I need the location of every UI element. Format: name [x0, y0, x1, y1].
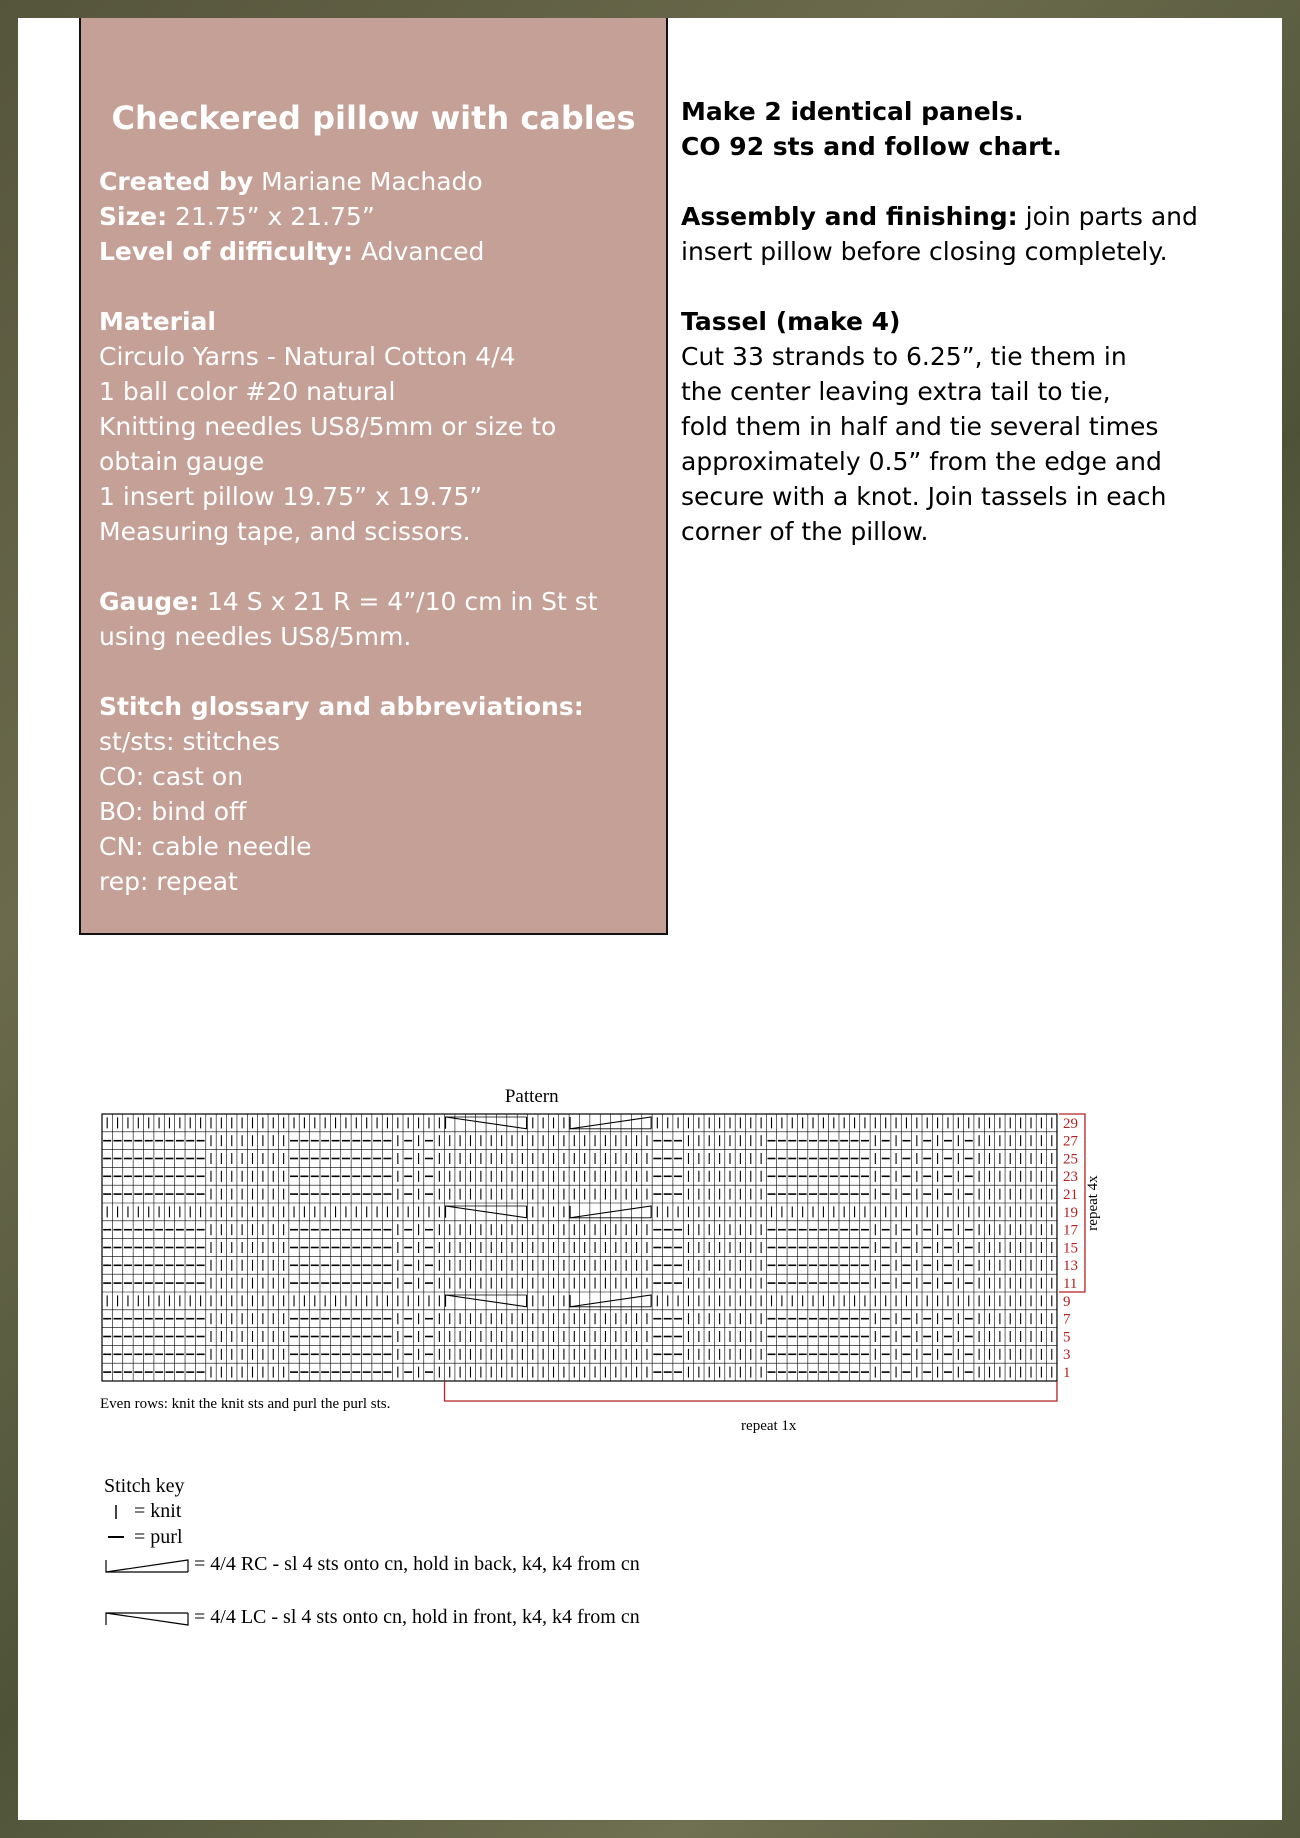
row-number-label: 17 — [1062, 1222, 1078, 1239]
material-line: Circulo Yarns - Natural Cotton 4/4 — [99, 342, 516, 371]
row-number-label: 7 — [1062, 1311, 1071, 1328]
gauge-value: 14 S x 21 R = 4”/10 cm in St st — [207, 587, 598, 616]
glossary-line: CN: cable needle — [99, 832, 312, 861]
row-number-label: 25 — [1062, 1151, 1078, 1168]
material-line: Measuring tape, and scissors. — [99, 517, 471, 546]
glossary-line: BO: bind off — [99, 797, 247, 826]
instruction-line: Make 2 identical panels. — [681, 97, 1024, 126]
left-cross-cable-icon — [104, 1605, 190, 1631]
assembly-label: Assembly and finishing: — [681, 202, 1018, 231]
glossary-line: st/sts: stitches — [99, 727, 281, 756]
knit-symbol-icon — [108, 1500, 124, 1522]
repeat-4x-label: repeat 4x — [1084, 1175, 1101, 1231]
repeat-1x-bracket — [445, 1381, 1057, 1401]
glossary-line: rep: repeat — [99, 867, 238, 896]
row-number-label: 21 — [1062, 1187, 1078, 1203]
created-by-line — [99, 164, 648, 199]
tassel-line: corner of the pillow. — [681, 517, 929, 546]
designer-name: Mariane Machado — [261, 167, 483, 196]
glossary-line: CO: cast on — [99, 762, 244, 791]
chart-cells — [102, 1114, 1057, 1381]
created-by-label: Created by — [99, 167, 254, 196]
row-number-label: 15 — [1062, 1240, 1078, 1257]
row-number-label: 23 — [1062, 1169, 1078, 1186]
gauge-line-2: using needles US8/5mm. — [99, 622, 412, 651]
difficulty-label: Level of difficulty: — [99, 237, 353, 266]
assembly-line: insert pillow before closing completely. — [681, 237, 1168, 266]
row-number-label: 27 — [1062, 1133, 1078, 1150]
tassel-line: fold them in half and tie several times — [681, 412, 1159, 441]
row-number-label: 9 — [1062, 1293, 1071, 1310]
row-number-label: 5 — [1062, 1329, 1071, 1346]
row-number-label: 1 — [1062, 1365, 1071, 1381]
material-line: Knitting needles US8/5mm or size to — [99, 412, 557, 441]
difficulty-line — [99, 234, 648, 269]
size-line — [99, 199, 648, 234]
row-number-label: 29 — [1062, 1115, 1078, 1132]
chart-svg — [18, 1078, 1282, 1438]
instruction-line: CO 92 sts and follow chart. — [681, 132, 1062, 161]
stitch-key-heading: Stitch key — [104, 1475, 185, 1497]
tassel-line: approximately 0.5” from the edge and — [681, 447, 1162, 476]
row-number-label: 3 — [1062, 1347, 1071, 1364]
row-number-label: 13 — [1062, 1258, 1078, 1275]
instructions-column — [681, 94, 1241, 549]
row-number-label: 11 — [1062, 1276, 1078, 1292]
chart-row-labels — [1063, 1116, 1079, 1381]
difficulty-value: Advanced — [360, 237, 485, 266]
chart-title: Pattern — [504, 1086, 559, 1107]
gauge-line — [99, 584, 648, 619]
size-value: 21.75” x 21.75” — [175, 202, 375, 231]
material-line: 1 insert pillow 19.75” x 19.75” — [99, 482, 483, 511]
purl-key-text: = purl — [134, 1526, 183, 1548]
pattern-info-box — [79, 18, 668, 935]
tassel-line: the center leaving extra tail to tie, — [681, 377, 1111, 406]
material-line: obtain gauge — [99, 447, 265, 476]
size-label: Size: — [99, 202, 168, 231]
row-number-label: 19 — [1062, 1204, 1078, 1221]
even-rows-note: Even rows: knit the knit sts and purl the purl sts. — [100, 1396, 391, 1412]
stitch-key — [104, 1473, 804, 1653]
pattern-title: Checkered pillow with cables — [111, 99, 636, 137]
repeat-1x-label: repeat 1x — [741, 1418, 797, 1434]
rc-key-text: = 4/4 RC - sl 4 sts onto cn, hold in back, k4, k4 from cn — [194, 1553, 640, 1575]
assembly-paragraph: Assembly and finishing: join parts and — [681, 202, 1198, 231]
purl-symbol-icon — [106, 1526, 126, 1548]
knit-key-text: = knit — [134, 1500, 182, 1522]
glossary-heading: Stitch glossary and abbreviations: — [99, 692, 584, 721]
material-line: 1 ball color #20 natural — [99, 377, 396, 406]
right-cross-cable-icon — [104, 1552, 190, 1578]
pattern-page — [18, 18, 1282, 1820]
tassel-heading: Tassel (make 4) — [681, 307, 901, 336]
tassel-line: Cut 33 strands to 6.25”, tie them in — [681, 342, 1127, 371]
lc-key-text: = 4/4 LC - sl 4 sts onto cn, hold in front, k4, k4 from cn — [194, 1606, 640, 1628]
tassel-line: secure with a knot. Join tassels in each — [681, 482, 1167, 511]
material-heading: Material — [99, 307, 216, 336]
gauge-label: Gauge: — [99, 587, 200, 616]
